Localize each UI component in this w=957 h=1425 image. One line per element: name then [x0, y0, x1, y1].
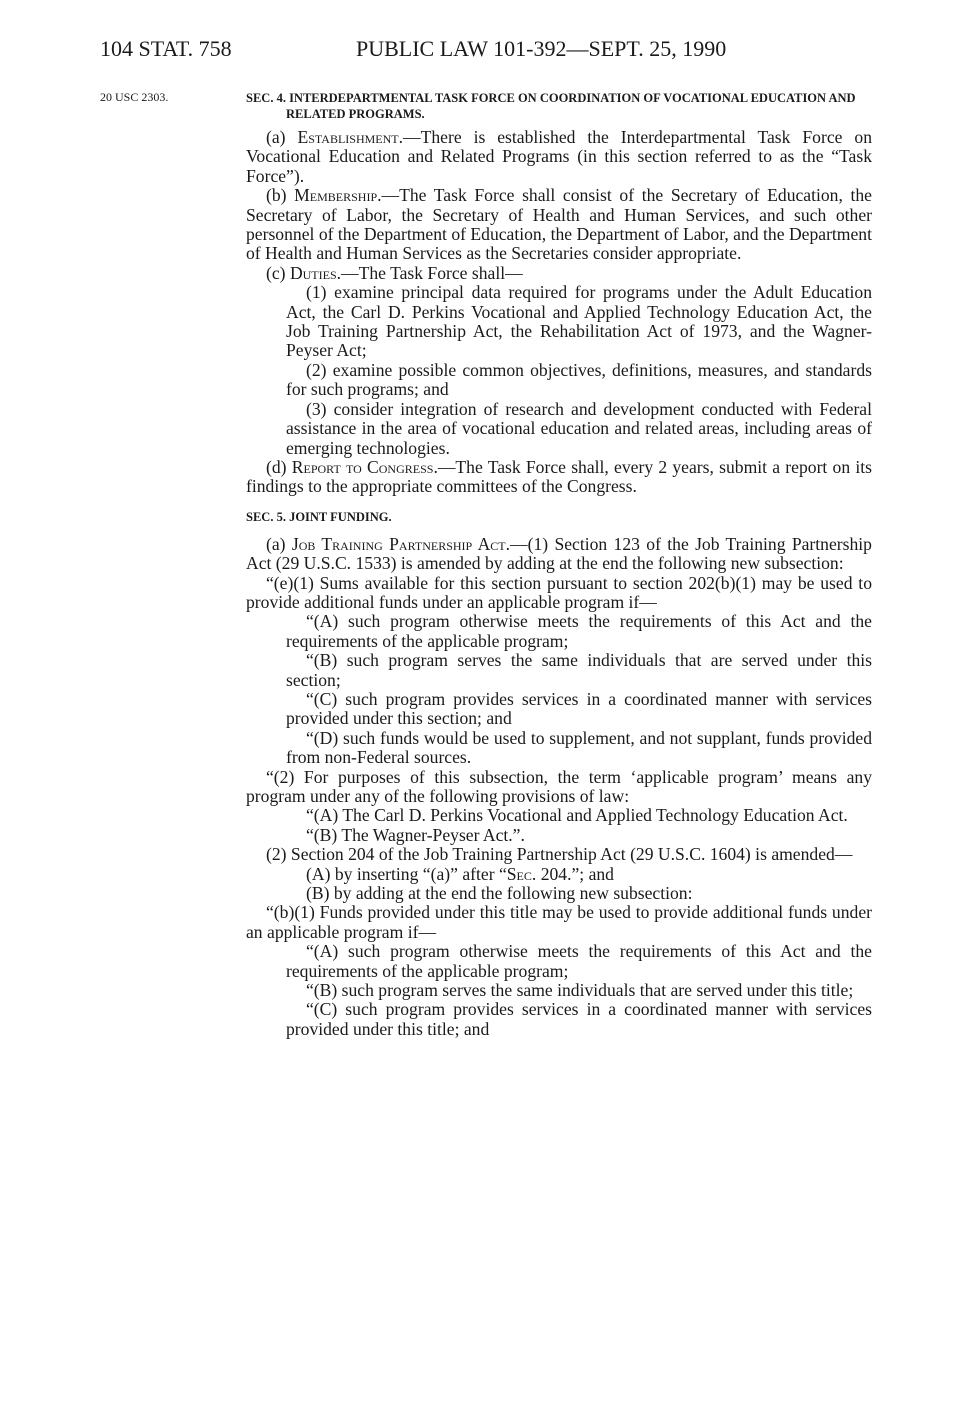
section-5-a-2-B: (B) by adding at the end the following new subsection:	[306, 883, 693, 904]
section-4-c: (c) Duties.—The Task Force shall—	[266, 262, 523, 283]
section-4-heading: SEC. 4. INTERDEPARTMENTAL TASK FORCE ON COORDINATION OF VOCATIONAL EDUCATION AND RELATED PROGRAMS.	[246, 91, 856, 121]
document-body	[246, 90, 872, 1039]
subsection-e-1-B: “(B) such program serves the same individuals that are served under this section;	[286, 650, 872, 690]
law-title: PUBLIC LAW 101-392—SEPT. 25, 1990	[356, 36, 727, 61]
section-5-a: (a) Job Training Partnership Act.—(1) Section 123 of the Job Training Partnership Act (29 U.S.C. 1533) is amended by adding at the end the following new subsection:	[246, 533, 872, 574]
subsection-e-2-B: “(B) The Wagner-Peyser Act.”.	[306, 824, 525, 845]
subsection-b-1-C: “(C) such program provides services in a coordinated manner with services provided under this title; and	[286, 999, 872, 1039]
subsection-e-2-A: “(A) The Carl D. Perkins Vocational and Applied Technology Education Act.	[306, 805, 848, 826]
page-number: 104 STAT. 758	[100, 36, 232, 61]
section-4-a: (a) Establishment.—There is established the Interdepartmental Task Force on Vocational Education and Related Programs (in this section referred to as the “Task Force”).	[246, 127, 872, 186]
subsection-b-1: “(b)(1) Funds provided under this title may be used to provide additional funds under an applicable program if—	[246, 902, 872, 942]
subsection-b-1-A: “(A) such program otherwise meets the requirements of this Act and the requirements of the applicable program;	[286, 941, 872, 981]
section-4-c-2: (2) examine possible common objectives, definitions, measures, and standards for such programs; and	[286, 359, 872, 400]
section-5-heading: SEC. 5. JOINT FUNDING.	[246, 509, 392, 524]
section-4-d: (d) Report to Congress.—The Task Force shall, every 2 years, submit a report on its findings to the appropriate committees of the Congress.	[246, 456, 872, 497]
subsection-e-2: “(2) For purposes of this subsection, the term ‘applicable program’ means any program under any of the following provisions of law:	[246, 766, 872, 806]
subsection-b-1-B: “(B) such program serves the same individuals that are served under this title;	[306, 980, 854, 1001]
page-header	[100, 36, 860, 66]
subsection-e-1-A: “(A) such program otherwise meets the requirements of this Act and the requirements of the applicable program;	[286, 611, 872, 651]
section-4-c-3: (3) consider integration of research and development conducted with Federal assistance in the area of vocational education and related areas, including areas of emerging technologies.	[286, 398, 872, 458]
subsection-e-1: “(e)(1) Sums available for this section pursuant to section 202(b)(1) may be used to provide additional funds under an applicable program if—	[246, 572, 872, 612]
section-4-b: (b) Membership.—The Task Force shall consist of the Secretary of Education, the Secretary of Labor, the Secretary of Health and Human Services, and such other personnel of the Department of Education, the Department of Labor, and the Department of Health and Human Services as the Secretaries consider appropriate.	[246, 185, 872, 264]
section-5-a-2-A: (A) by inserting “(a)” after “Sec. 204.”; and	[306, 863, 614, 884]
margin-citation: 20 USC 2303.	[100, 90, 169, 104]
section-5-a-2: (2) Section 204 of the Job Training Partnership Act (29 U.S.C. 1604) is amended—	[266, 844, 853, 865]
section-4-c-1: (1) examine principal data required for programs under the Adult Education Act, the Carl D. Perkins Vocational and Applied Technology Education Act, the Job Training Partnership Act, the Rehabilitation Act of 1973, and the Wagner-Peyser Act;	[286, 282, 872, 361]
subsection-e-1-C: “(C) such program provides services in a coordinated manner with services provided under this section; and	[286, 688, 872, 729]
subsection-e-1-D: “(D) such funds would be used to supplement, and not supplant, funds provided from non-Federal sources.	[286, 727, 872, 768]
